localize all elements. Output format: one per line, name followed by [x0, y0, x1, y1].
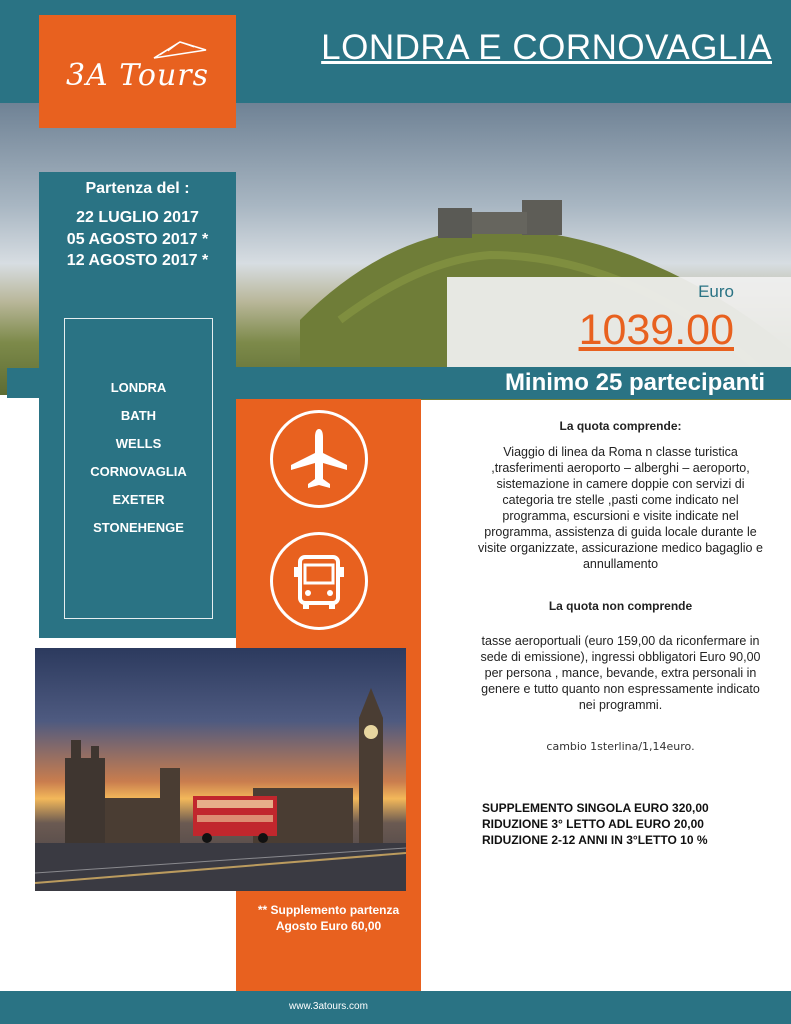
- shuttlecock-icon: [150, 38, 210, 62]
- includes-heading: La quota comprende:: [559, 419, 682, 433]
- supplement-note: ** Supplemento partenza Agosto Euro 60,00: [257, 903, 400, 933]
- departure-label: Partenza del :: [85, 180, 190, 197]
- exchange-rate: cambio 1sterlina/1,14euro.: [546, 740, 695, 753]
- london-city-photo: [35, 648, 406, 891]
- extra-item: RIDUZIONE 3° LETTO ADL EURO 20,00: [482, 817, 704, 831]
- price-currency: Euro: [698, 282, 734, 301]
- departure-date: 12 AGOSTO 2017 *: [66, 252, 209, 269]
- destination-item: STONEHENGE: [93, 520, 184, 535]
- destination-item: BATH: [120, 408, 157, 423]
- departure-date: 05 AGOSTO 2017 *: [66, 231, 209, 248]
- destination-item: WELLS: [115, 436, 162, 451]
- page-title: LONDRA E CORNOVAGLIA: [321, 28, 772, 67]
- website-link[interactable]: www.3atours.com: [289, 1001, 368, 1012]
- airplane-icon: [270, 410, 368, 508]
- minimum-participants: Minimo 25 partecipanti: [504, 369, 765, 396]
- price-amount: 1039.00: [578, 306, 734, 354]
- destination-item: CORNOVAGLIA: [90, 464, 187, 479]
- extra-item: RIDUZIONE 2-12 ANNI IN 3°LETTO 10 %: [482, 833, 708, 847]
- excludes-heading: La quota non comprende: [548, 599, 693, 613]
- bus-icon: [270, 532, 368, 630]
- includes-text: Viaggio di linea da Roma n classe turistica ,trasferimenti aeroporto – alberghi – aeroporto, sistemazione in camere doppie con servizi di categoria tre stelle ,pasti come indicato nel programma, escursioni e visite indicate nel programma, assistenza di guida locale durante le visite organizzate, assicurazione medico bagaglio e annullamento: [478, 445, 763, 571]
- departure-date: 22 LUGLIO 2017: [76, 209, 199, 226]
- destination-item: LONDRA: [110, 380, 167, 395]
- destination-item: EXETER: [112, 492, 165, 507]
- excludes-text: tasse aeroportuali (euro 159,00 da riconfermare in sede di emissione), ingressi obbligatori Euro 90,00 per persona , mance, bevande, extra personali in genere e tutto quanto non espressamente indicato nei programmi.: [480, 634, 761, 712]
- extra-item: SUPPLEMENTO SINGOLA EURO 320,00: [482, 801, 709, 815]
- logo-text: 3A Tours: [65, 58, 210, 93]
